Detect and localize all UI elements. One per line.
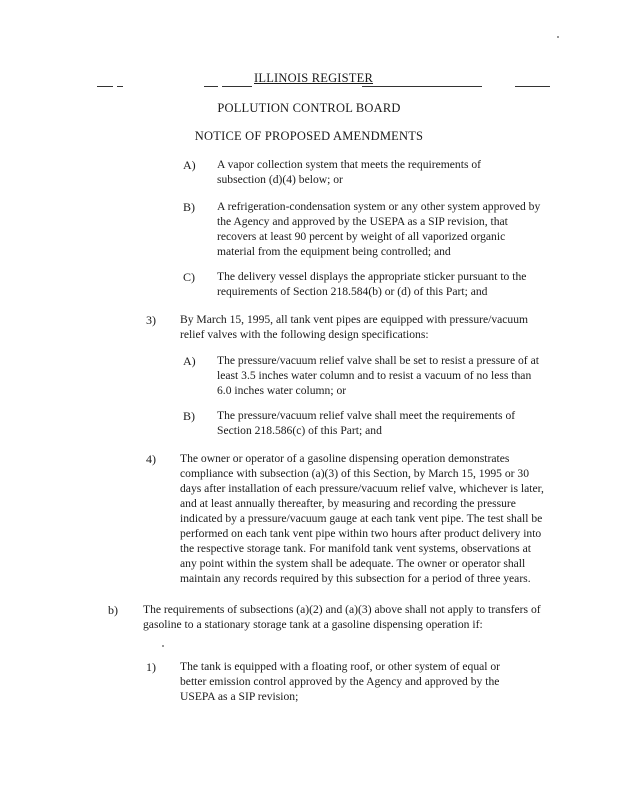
header-rule-left-4 (222, 86, 252, 87)
item-text: The tank is equipped with a floating roof, or other system of equal or better emission control approved by the Agency and approved by the USEPA as a SIP revision; (180, 660, 501, 703)
item-label: b) (108, 603, 118, 617)
scan-speck (162, 645, 164, 647)
item-text: A refrigeration-condensation system or any other system approved by the Agency and approved by the USEPA as a SIP revision, that recovers at least 90 percent by weight of all vaporized organic material from the equipment being controlled; and (217, 200, 541, 258)
item-text: The pressure/vacuum relief valve shall be set to resist a pressure of at least 3.5 inches water column and to resist a vacuum of no less than 6.0 inches water column; or (217, 354, 539, 397)
item-label: 3) (146, 313, 156, 327)
item-text: The pressure/vacuum relief valve shall meet the requirements of Section 218.586(c) of this Part; and (217, 409, 516, 437)
item-label: 1) (146, 660, 156, 674)
item-text: The owner or operator of a gasoline dispensing operation demonstrates compliance with subsection (a)(3) of this Section, by March 15, 1995 or 30 days after installation of each pressure/vacuum relief valve, whichever is later, and at least annually thereafter, by measuring and recording the pressure indicated by a pressure/vacuum gauge at each tank vent pipe. The test shall be performed on each tank vent pipe within two hours after product delivery into the respective storage tank. For manifold tank vent systems, observations at any point within the system shall be adequate. The owner or operator shall maintain any records required by this subsection for a period of three years. (180, 452, 544, 585)
item-label: A) (183, 354, 196, 368)
board-title: POLLUTION CONTROL BOARD (217, 101, 401, 115)
item-text: The requirements of subsections (a)(2) and (a)(3) above shall not apply to transfers of gasoline to a stationary storage tank at a gasoline dispensing operation if: (143, 603, 541, 631)
header-rule-left-3 (204, 86, 218, 87)
notice-title: NOTICE OF PROPOSED AMENDMENTS (194, 129, 424, 143)
header-rule-right (515, 86, 550, 87)
header-rule-left-1 (97, 86, 113, 87)
item-label: A) (183, 158, 196, 172)
header-rule-middle (362, 86, 482, 87)
item-text: A vapor collection system that meets the requirements of subsection (d)(4) below; or (217, 158, 482, 186)
item-label: B) (183, 409, 195, 423)
register-title: ILLINOIS REGISTER (254, 71, 374, 85)
scan-speck (557, 36, 559, 38)
item-label: 4) (146, 452, 156, 466)
header-rule-left-2 (117, 86, 123, 87)
item-label: C) (183, 270, 195, 284)
item-label: B) (183, 200, 195, 214)
item-text: By March 15, 1995, all tank vent pipes are equipped with pressure/vacuum relief valves with the following design specifications: (180, 313, 529, 341)
item-text: The delivery vessel displays the appropriate sticker pursuant to the requirements of Section 218.584(b) or (d) of this Part; and (217, 270, 527, 298)
